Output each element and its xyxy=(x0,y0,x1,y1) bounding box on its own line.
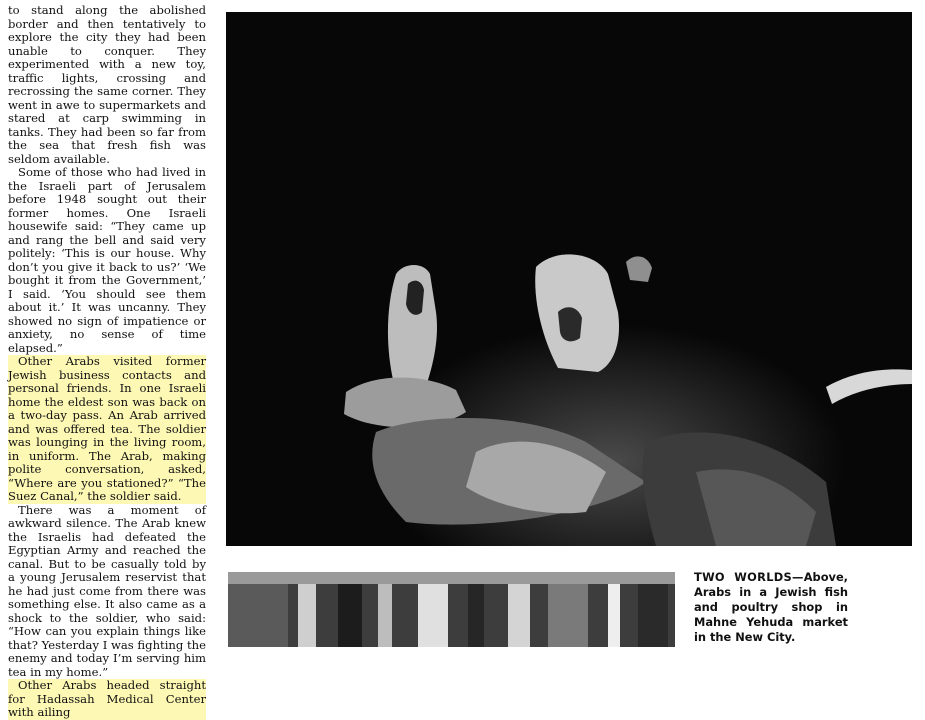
photo-bottom-image xyxy=(228,572,675,647)
article-paragraph: There was a moment of awkward silence. The Arab knew the Israelis had defeated the Egyptian Army and reached the canal. But to be casually told by a young Jerusalem reservist that he had just come from there was something else. It also came as a shock to the soldier, who said: “How can you explain things like that? Yesterday I was fighting the enemy and today I’m serving him tea in my home.” xyxy=(8,502,206,679)
photo-bottom-preview xyxy=(228,572,675,647)
photo-fish-shop xyxy=(226,12,912,546)
article-paragraph: Some of those who had lived in the Israeli part of Jerusalem before 1948 sought out their former homes. One Israeli housewife said: “They came up and rang the bell and said very politely: ‘This is our house. Why don’t you give it back to us?’ ‘We bought it from the Government,’ I said. ‘You should see them about it.’ It was uncanny. They showed no sign of impatience or anxiety, no sense of time elapsed.” xyxy=(8,165,206,355)
photo-fish-shop-image xyxy=(226,12,912,546)
caption-headline: TWO WORLDS— xyxy=(694,570,804,584)
article-column xyxy=(8,4,206,720)
caption-text: Above, Arabs in a Jewish fish and poultry shop in Mahne Yehuda market in the New City. xyxy=(694,570,848,644)
article-paragraph-highlighted: Other Arabs headed straight for Hadassah Medical Center with ailing xyxy=(8,678,206,719)
article-paragraph-highlighted: Other Arabs visited former Jewish business contacts and personal friends. In one Israeli home the eldest son was back on a two-day pass. An Arab arrived and was offered tea. The soldier was lounging in the living room, in uniform. The Arab, making polite conversation, asked, “Where are you stationed?” “The Suez Canal,” the soldier said. xyxy=(8,354,206,503)
photo-caption xyxy=(694,570,848,645)
article-paragraph: to stand along the abolished border and then tentatively to explore the city they had been unable to conquer. They experimented with a new toy, traffic lights, crossing and recrossing the same corner. They went in awe to supermarkets and stared at carp swimming in tanks. They had been so far from the sea that fresh fish was seldom available. xyxy=(8,3,206,166)
